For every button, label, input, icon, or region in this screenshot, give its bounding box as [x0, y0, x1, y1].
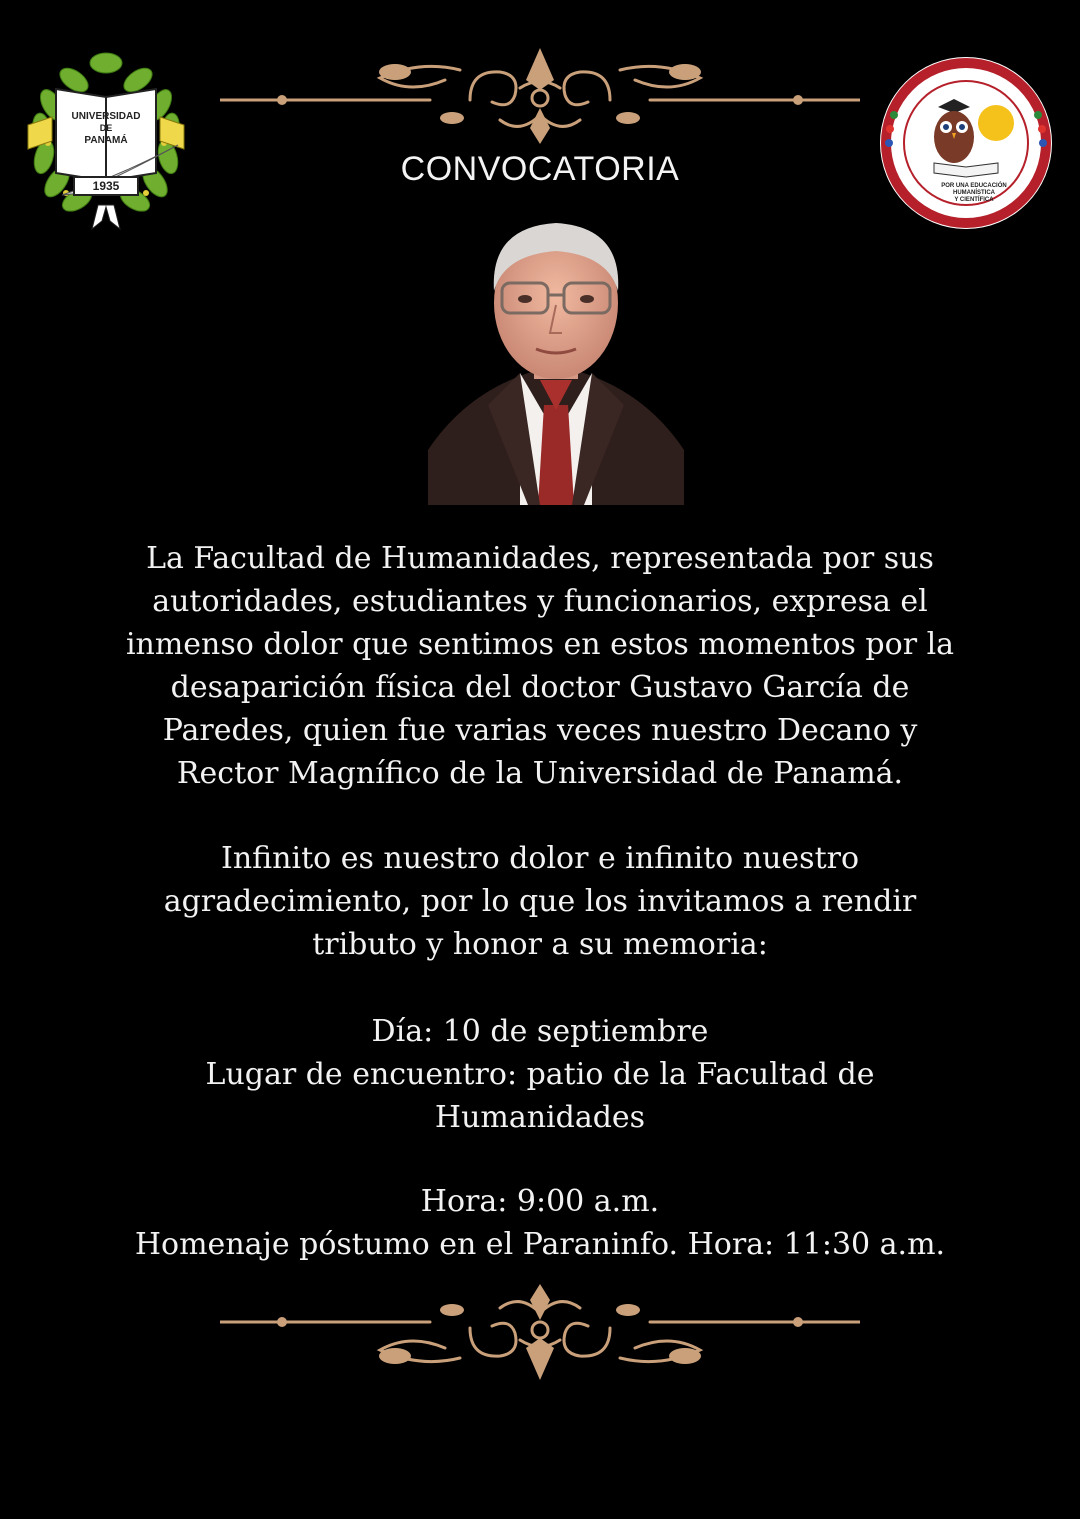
event-place: Humanidades	[434, 1100, 646, 1135]
event-place: Lugar de encuentro: patio de la Facultad de	[205, 1057, 875, 1092]
seal-text-line-3: PANAMÁ	[84, 135, 128, 146]
facultad-de-humanidades-seal	[878, 55, 1054, 231]
page-title: CONVOCATORIA	[400, 150, 680, 188]
seal-motto-3: Y CIENTÍFICA	[954, 197, 994, 203]
text-line: La Facultad de Humanidades, representada por sus	[146, 541, 934, 576]
seal-motto-1: POR UNA EDUCACIÓN	[941, 183, 1007, 189]
text-line: tributo y honor a su memoria:	[312, 927, 768, 962]
seal-ring-bottom: FACULTAD DE HUMANIDADES	[900, 170, 1032, 219]
text-line: autoridades, estudiantes y funcionarios, expresa el	[152, 584, 928, 619]
event-time: Hora: 9:00 a.m.	[420, 1184, 660, 1219]
top-ornament	[220, 40, 860, 150]
seal-motto-2: HUMANÍSTICA	[953, 190, 995, 196]
text-line: Paredes, quien fue varias veces nuestro Decano y	[162, 713, 918, 748]
text-line: desaparición física del doctor Gustavo García de	[170, 670, 910, 705]
event-details	[60, 1010, 1020, 1139]
text-line: Rector Magnífico de la Universidad de Panamá.	[176, 756, 904, 791]
seal-ring-top: UNIVERSIDAD DE PANAMÁ	[899, 69, 1033, 120]
text-line: inmenso dolor que sentimos en estos momentos por la	[125, 627, 955, 662]
seal-text-line-1: UNIVERSIDAD	[71, 111, 141, 122]
event-day: Día: 10 de septiembre	[371, 1014, 709, 1049]
invitation-paragraph	[60, 837, 1020, 966]
bottom-ornament	[220, 1278, 860, 1388]
event-times	[60, 1180, 1020, 1266]
condolence-paragraph	[60, 537, 1020, 795]
portrait-photo	[428, 205, 684, 505]
universidad-de-panama-seal	[22, 45, 190, 230]
seal-text-line-2: DE	[99, 123, 113, 133]
text-line: agradecimiento, por lo que los invitamos a rendir	[163, 884, 917, 919]
event-tribute: Homenaje póstumo en el Paraninfo. Hora: 11:30 a.m.	[134, 1227, 946, 1262]
seal-year: 1935	[92, 179, 120, 193]
text-line: Infinito es nuestro dolor e infinito nuestro	[220, 841, 860, 876]
